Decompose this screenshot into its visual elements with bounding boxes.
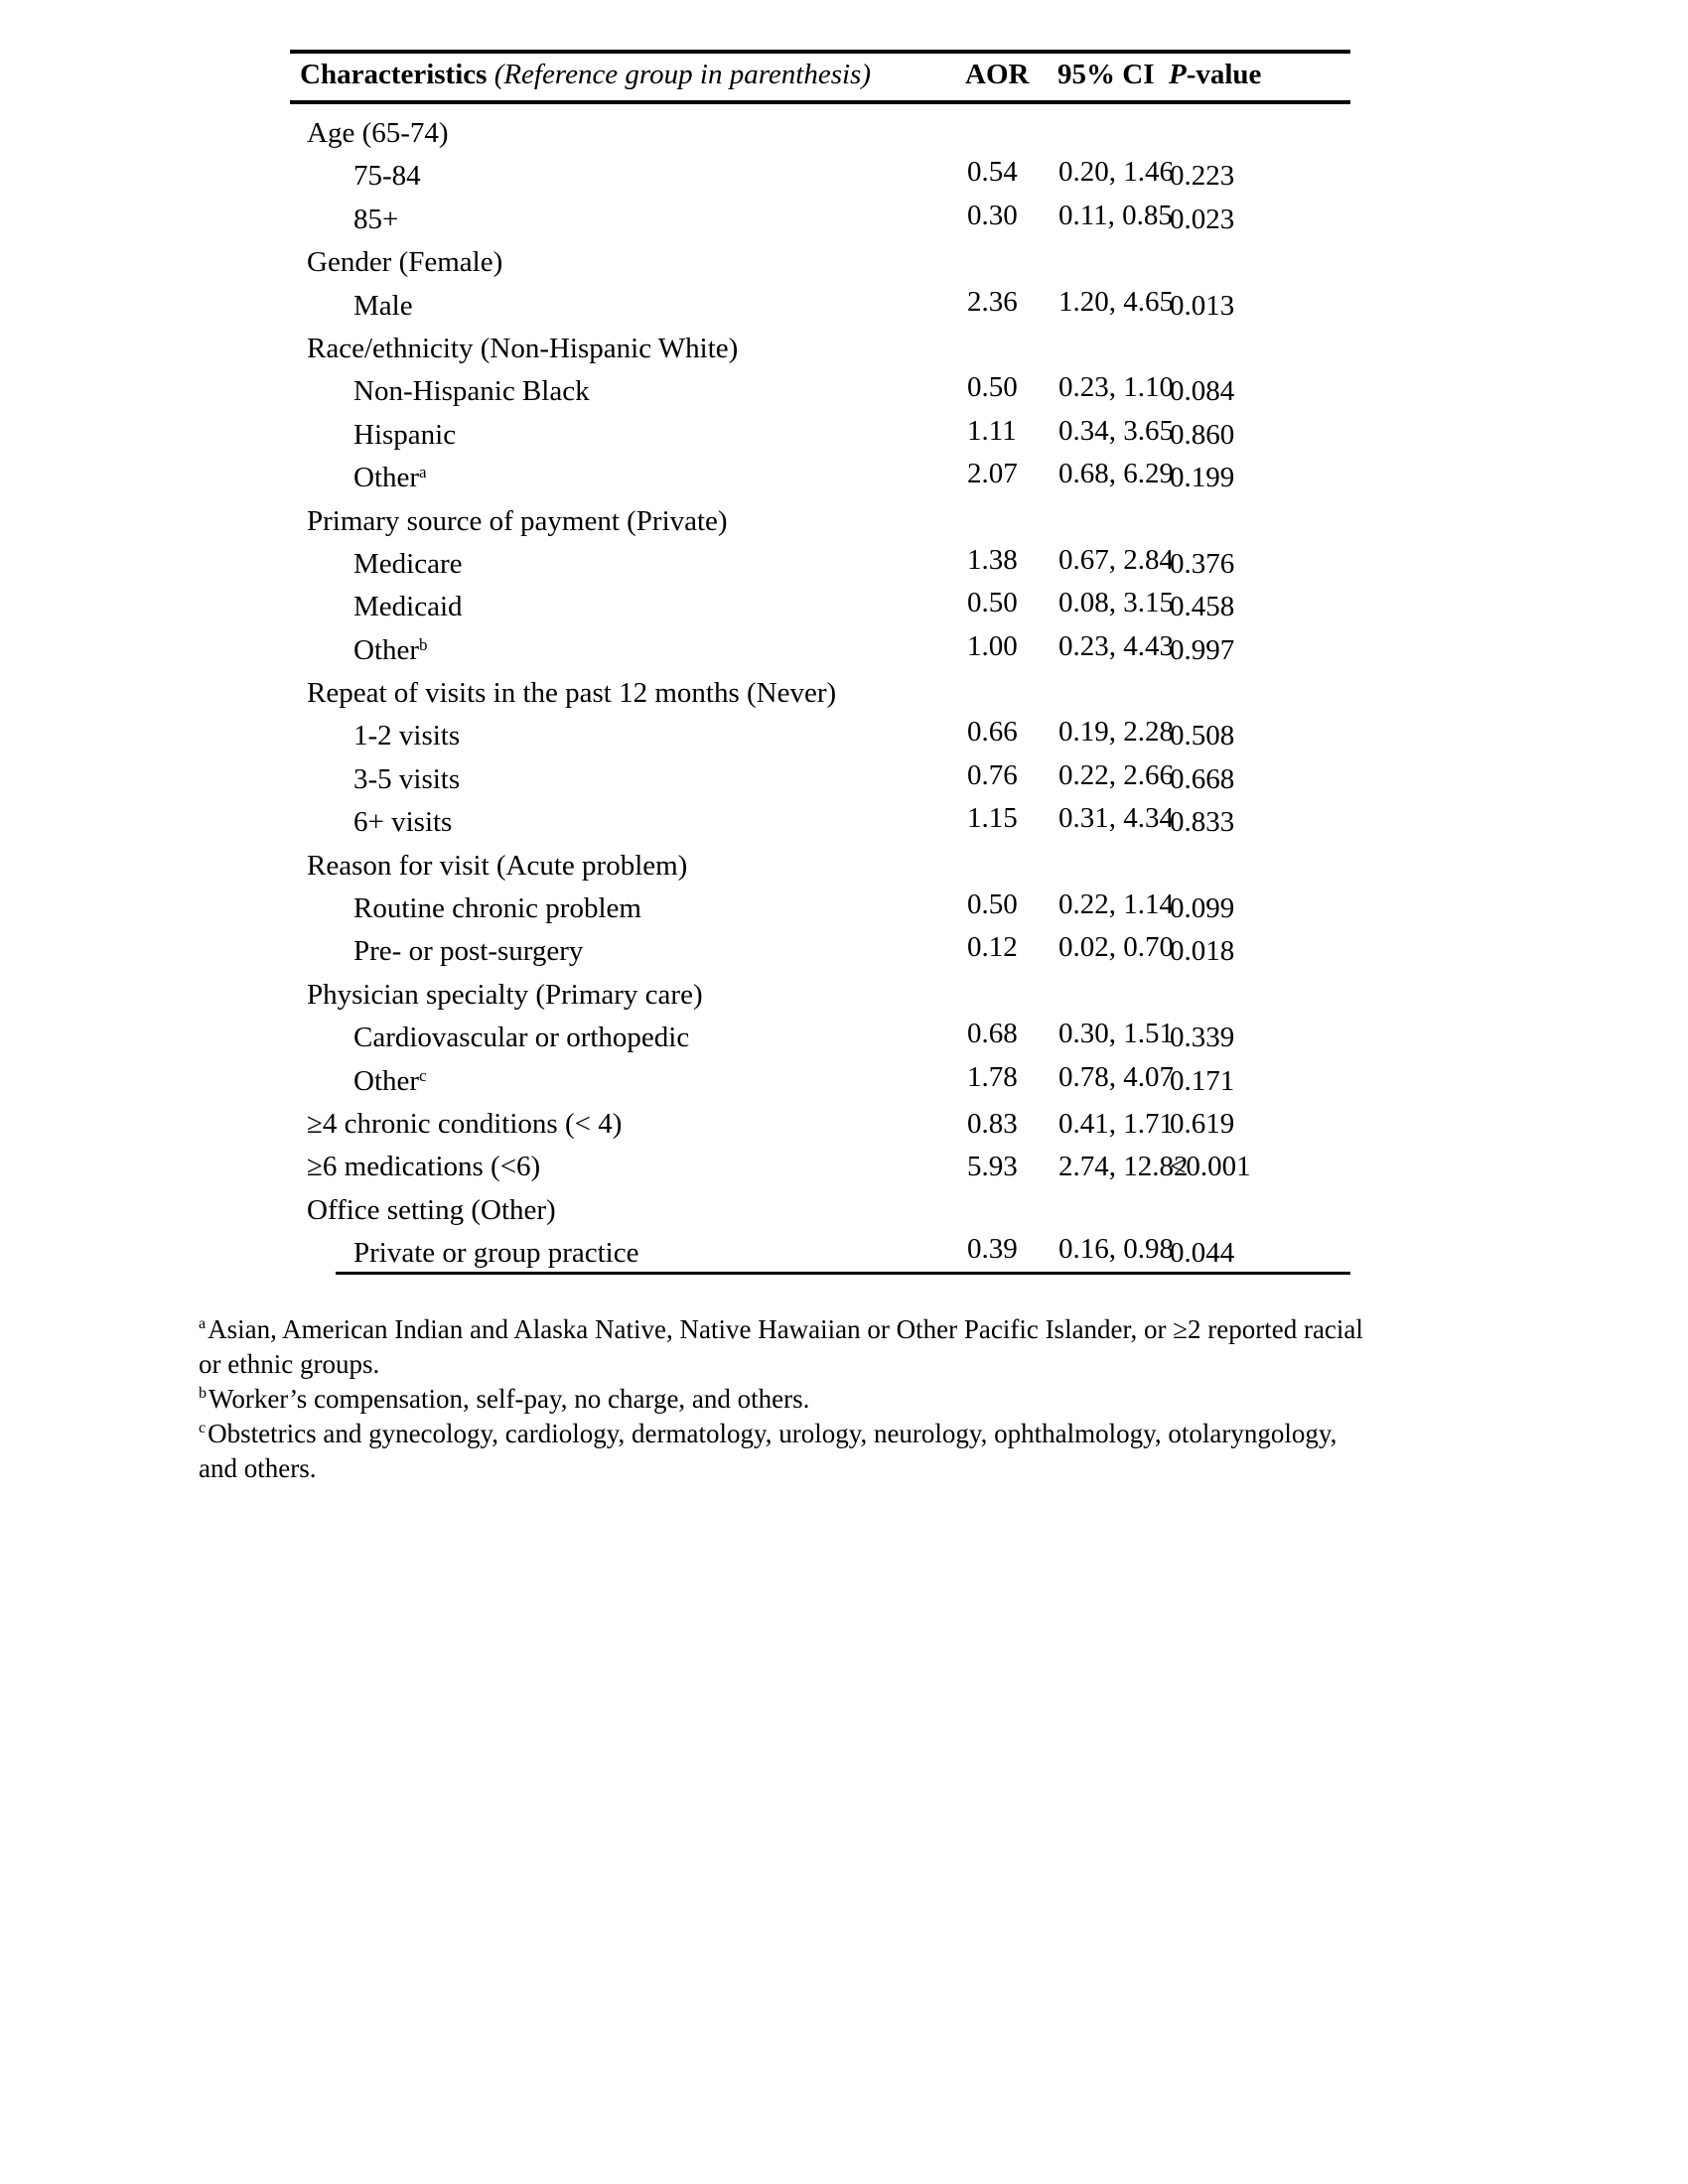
ci-cell: 0.68, 6.29 [1058, 458, 1174, 490]
row-label-text: Repeat of visits in the past 12 months (Never) [307, 677, 837, 710]
table-body [290, 104, 1350, 1277]
aor-cell: 0.30 [967, 199, 1018, 231]
ci-cell: 1.20, 4.65 [1058, 285, 1174, 318]
row-label [353, 591, 463, 623]
p-value-cell: 0.668 [1170, 762, 1235, 795]
table-group-row [290, 242, 1350, 285]
footnote-marker: b [199, 1385, 207, 1402]
p-value-cell: 0.099 [1170, 892, 1235, 925]
header-p-rest: -value [1186, 59, 1262, 90]
table-row [290, 1147, 1350, 1189]
row-label-text: Other [353, 462, 420, 494]
row-label-text: ≥4 chronic conditions (< 4) [307, 1107, 623, 1140]
row-label-text: Physician specialty (Primary care) [307, 978, 703, 1011]
footnote-text: Worker’s compensation, self-pay, no charge, and others. [209, 1384, 810, 1414]
ci-cell: 0.08, 3.15 [1058, 587, 1174, 619]
row-label [353, 419, 456, 452]
row-label-text: Office setting (Other) [307, 1193, 556, 1226]
table-row [290, 802, 1350, 845]
footnote-marker: a [199, 1315, 207, 1332]
table-group-row [290, 673, 1350, 716]
row-label-text: Age (65-74) [307, 117, 449, 149]
aor-cell: 0.83 [967, 1107, 1018, 1140]
ci-cell: 0.23, 4.43 [1058, 629, 1174, 662]
table-group-row [290, 329, 1350, 371]
row-label [307, 1151, 540, 1183]
ci-cell: 0.11, 0.85 [1058, 199, 1173, 231]
table-row [290, 587, 1350, 629]
row-label [307, 677, 836, 710]
table-row [290, 1061, 1350, 1104]
p-value-cell: 0.023 [1170, 203, 1235, 235]
row-label [353, 1022, 689, 1054]
ci-cell: 0.16, 0.98 [1058, 1233, 1174, 1266]
row-label-text: Gender (Female) [307, 246, 503, 279]
row-label [307, 505, 728, 538]
aor-cell: 0.50 [967, 371, 1018, 404]
aor-cell: 2.36 [967, 285, 1018, 318]
aor-cell: 5.93 [967, 1151, 1018, 1183]
aor-cell: 1.38 [967, 543, 1018, 576]
row-label-text: Non-Hispanic Black [353, 375, 590, 408]
table-row [290, 544, 1350, 587]
table-group-row [290, 1190, 1350, 1233]
table-row [290, 630, 1350, 673]
aor-cell: 0.50 [967, 888, 1018, 921]
ci-cell: 2.74, 12.82 [1058, 1151, 1189, 1183]
aor-cell: 0.68 [967, 1018, 1018, 1050]
footnote-text: Obstetrics and gynecology, cardiology, dermatology, urology, neurology, ophthalmology, otolaryngology, and others. [199, 1419, 1337, 1483]
table-group-row [290, 113, 1350, 156]
row-label-text: Pre- or post-surgery [353, 935, 584, 968]
row-label-text: Primary source of payment (Private) [307, 504, 728, 537]
row-label [353, 1237, 638, 1270]
header-p-italic: P [1169, 59, 1187, 90]
row-label [353, 763, 460, 796]
footnote-text: Asian, American Indian and Alaska Native, Native Hawaiian or Other Pacific Islander, or ≥2 reported racial or ethnic groups. [199, 1314, 1363, 1379]
header-ci: 95% CI [1057, 59, 1155, 90]
aor-cell: 1.00 [967, 629, 1018, 662]
row-label [353, 204, 398, 236]
aor-cell: 2.07 [967, 458, 1018, 490]
table-row [290, 415, 1350, 458]
table-group-row [290, 501, 1350, 544]
row-label [353, 935, 583, 968]
p-value-cell: 0.044 [1170, 1237, 1235, 1270]
row-label-text: 6+ visits [353, 806, 453, 839]
aor-cell: 0.76 [967, 758, 1018, 791]
p-value-cell: 0.223 [1170, 160, 1235, 193]
ci-cell: 0.22, 1.14 [1058, 888, 1174, 921]
table-row [290, 371, 1350, 414]
aor-cell: 0.66 [967, 716, 1018, 749]
row-label [353, 160, 421, 193]
row-label-text: Medicaid [353, 591, 463, 623]
table-row [290, 759, 1350, 802]
row-label-text: Routine chronic problem [353, 892, 641, 925]
footnote-marker: c [199, 1420, 207, 1436]
table-row [290, 200, 1350, 242]
footnote-marker: b [419, 634, 428, 654]
row-label [307, 850, 687, 883]
aor-cell: 1.11 [967, 414, 1017, 447]
p-value-cell: 0.619 [1170, 1107, 1235, 1140]
ci-cell: 0.67, 2.84 [1058, 543, 1174, 576]
row-label [353, 634, 428, 667]
table-row [290, 931, 1350, 974]
header-p-value [1169, 59, 1261, 91]
row-label-text: 1-2 visits [353, 720, 461, 752]
row-label-text: Hispanic [353, 418, 457, 451]
header-characteristics-bold: Characteristics [300, 59, 488, 90]
p-value-cell: <0.001 [1170, 1151, 1251, 1183]
table-header-row [290, 54, 1350, 100]
footnote [199, 1417, 1370, 1486]
table-row [290, 888, 1350, 931]
aor-cell: 1.15 [967, 802, 1018, 835]
row-label-text: 75-84 [353, 160, 421, 193]
p-value-cell: 0.833 [1170, 806, 1235, 839]
ci-cell: 0.34, 3.65 [1058, 414, 1174, 447]
header-characteristics-note: (Reference group in parenthesis) [493, 59, 871, 90]
row-label-text: 3-5 visits [353, 762, 461, 795]
row-label [307, 333, 738, 365]
row-label [353, 290, 413, 323]
row-label-text: Other [353, 633, 420, 666]
p-value-cell: 0.997 [1170, 633, 1235, 666]
p-value-cell: 0.018 [1170, 935, 1235, 968]
table-footnotes [199, 1312, 1370, 1486]
row-label-text: Cardiovascular or orthopedic [353, 1022, 690, 1054]
footnote [199, 1382, 1370, 1417]
p-value-cell: 0.376 [1170, 547, 1235, 580]
table-row [290, 716, 1350, 758]
p-value-cell: 0.171 [1170, 1064, 1235, 1097]
aor-cell: 0.39 [967, 1233, 1018, 1266]
table-row [290, 1018, 1350, 1060]
p-value-cell: 0.860 [1170, 418, 1235, 451]
p-value-cell: 0.508 [1170, 720, 1235, 752]
table-row [290, 1104, 1350, 1147]
footnote-marker: c [419, 1065, 427, 1085]
p-value-cell: 0.339 [1170, 1022, 1235, 1054]
p-value-cell: 0.013 [1170, 289, 1235, 322]
aor-cell: 0.50 [967, 587, 1018, 619]
row-label-text: 85+ [353, 203, 399, 235]
p-value-cell: 0.458 [1170, 591, 1235, 623]
row-label [307, 246, 502, 279]
table-row [290, 286, 1350, 329]
table-group-row [290, 846, 1350, 888]
row-label-text: Reason for visit (Acute problem) [307, 849, 688, 882]
table-row [290, 458, 1350, 500]
row-label-text: Male [353, 289, 413, 322]
row-label-text: Race/ethnicity (Non-Hispanic White) [307, 332, 739, 364]
row-label [307, 1108, 622, 1141]
aor-cell: 0.12 [967, 931, 1018, 964]
ci-cell: 0.02, 0.70 [1058, 931, 1174, 964]
header-characteristics [300, 59, 871, 91]
aor-cell: 0.54 [967, 156, 1018, 189]
ci-cell: 0.78, 4.07 [1058, 1060, 1174, 1093]
table-group-row [290, 975, 1350, 1018]
header-aor: AOR [965, 59, 1030, 90]
table-bottom-rule [336, 1272, 1350, 1275]
row-label-text: Other [353, 1064, 420, 1097]
ci-cell: 0.19, 2.28 [1058, 716, 1174, 749]
ci-cell: 0.41, 1.71 [1058, 1107, 1174, 1140]
row-label-text: Medicare [353, 547, 463, 580]
row-label-text: Private or group practice [353, 1237, 639, 1270]
row-label [353, 462, 427, 494]
row-label [353, 892, 641, 925]
ci-cell: 0.31, 4.34 [1058, 802, 1174, 835]
row-label [353, 720, 460, 752]
row-label [307, 979, 703, 1012]
row-label [353, 548, 463, 581]
aor-cell: 1.78 [967, 1060, 1018, 1093]
footnote [199, 1312, 1370, 1382]
table-row [290, 156, 1350, 199]
p-value-cell: 0.084 [1170, 375, 1235, 408]
ci-cell: 0.20, 1.46 [1058, 156, 1174, 189]
row-label [353, 1065, 427, 1098]
row-label [353, 375, 590, 408]
ci-cell: 0.30, 1.51 [1058, 1018, 1174, 1050]
table-row [290, 1233, 1350, 1276]
row-label [307, 1194, 556, 1227]
row-label [353, 806, 452, 839]
regression-table [290, 50, 1350, 1277]
p-value-cell: 0.199 [1170, 462, 1235, 494]
footnote-marker: a [419, 463, 427, 482]
row-label [307, 117, 449, 150]
ci-cell: 0.23, 1.10 [1058, 371, 1174, 404]
row-label-text: ≥6 medications (<6) [307, 1151, 541, 1183]
ci-cell: 0.22, 2.66 [1058, 758, 1174, 791]
